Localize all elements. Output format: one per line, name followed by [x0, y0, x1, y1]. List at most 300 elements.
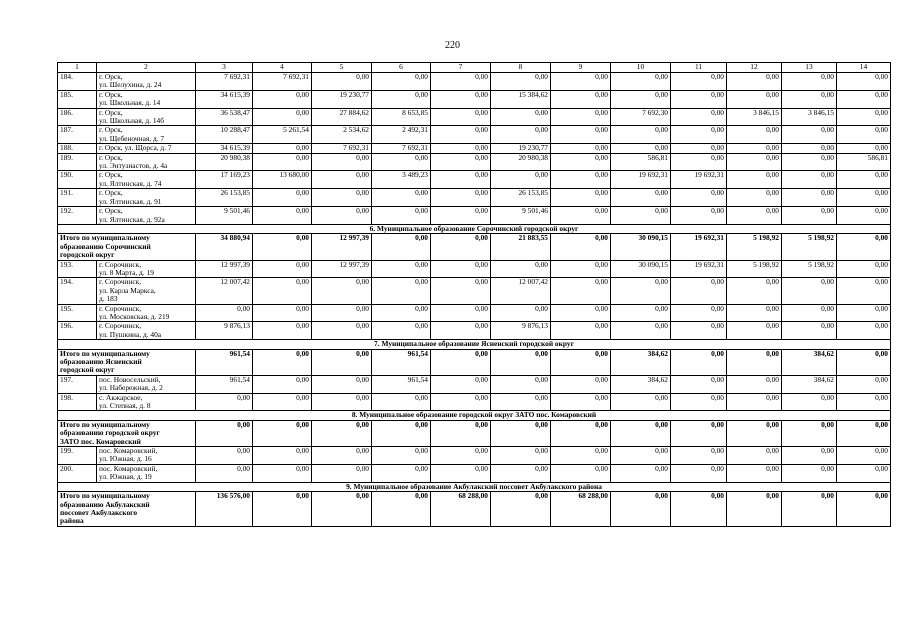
- value-cell: 0,00: [671, 144, 727, 153]
- row-number: 185.: [58, 90, 97, 108]
- value-cell: 0,00: [372, 393, 431, 411]
- value-cell: 0,00: [491, 349, 551, 375]
- value-cell: 0,00: [431, 108, 491, 126]
- value-cell: 0,00: [727, 492, 782, 527]
- value-cell: 0,00: [253, 464, 312, 482]
- value-cell: 0,00: [431, 393, 491, 411]
- value-cell: 0,00: [431, 234, 491, 260]
- value-cell: 7 692,31: [372, 144, 431, 153]
- label-line: образованию городской округ: [60, 428, 160, 438]
- row-number: 184.: [58, 73, 97, 91]
- label-line: района: [60, 516, 84, 526]
- value-cell: 26 153,85: [196, 189, 253, 207]
- address-line: г. Сорочинск,: [99, 277, 142, 287]
- value-cell: 0,00: [837, 278, 891, 304]
- value-cell: 0,00: [312, 207, 372, 225]
- value-cell: 0,00: [727, 144, 782, 153]
- value-cell: 0,00: [491, 126, 551, 144]
- value-cell: 0,00: [372, 464, 431, 482]
- column-header: 13: [782, 63, 837, 73]
- table-row: [58, 393, 891, 411]
- address-line: г. Орск,: [99, 90, 123, 99]
- value-cell: 7 692,31: [312, 144, 372, 153]
- total-row: [58, 234, 891, 260]
- value-cell: 0,00: [782, 393, 837, 411]
- table-row: [58, 144, 891, 153]
- value-cell: 0,00: [782, 90, 837, 108]
- value-cell: 9 876,13: [491, 322, 551, 340]
- address-line: г. Орск,: [99, 125, 123, 135]
- value-cell: 0,00: [671, 207, 727, 225]
- value-cell: 0,00: [372, 492, 431, 527]
- row-number: 195.: [58, 304, 97, 322]
- value-cell: 0,00: [782, 447, 837, 465]
- value-cell: 0,00: [671, 393, 727, 411]
- value-cell: 0,00: [253, 375, 312, 393]
- value-cell: 0,00: [253, 144, 312, 153]
- value-cell: 27 884,62: [312, 108, 372, 126]
- value-cell: 0,00: [491, 464, 551, 482]
- value-cell: 0,00: [372, 278, 431, 304]
- value-cell: 0,00: [671, 278, 727, 304]
- value-cell: 0,00: [491, 304, 551, 322]
- address-line: г. Орск,: [99, 108, 123, 117]
- value-cell: 0,00: [491, 260, 551, 278]
- address-cell: [97, 126, 196, 144]
- value-cell: 0,00: [837, 420, 891, 446]
- budget-table: [57, 62, 891, 527]
- value-cell: 0,00: [837, 108, 891, 126]
- label-line: ЗАТО пос. Комаровский: [60, 436, 141, 446]
- column-header: 8: [491, 63, 551, 73]
- table-row: [58, 108, 891, 126]
- label-line: образованию Ясненский: [60, 357, 142, 366]
- label-line: Итого по муниципальному: [60, 491, 150, 501]
- value-cell: 0,00: [431, 126, 491, 144]
- value-cell: 0,00: [611, 189, 671, 207]
- table-row: [58, 447, 891, 465]
- value-cell: 384,62: [611, 375, 671, 393]
- value-cell: 0,00: [671, 189, 727, 207]
- column-header: 9: [551, 63, 611, 73]
- value-cell: 5 198,92: [782, 234, 837, 260]
- address-line: г. Орск,: [99, 153, 123, 162]
- value-cell: 7 692,31: [196, 73, 253, 91]
- value-cell: 5 198,92: [727, 234, 782, 260]
- label-line: Итого по муниципальному: [60, 420, 150, 429]
- value-cell: 0,00: [312, 278, 372, 304]
- value-cell: 0,00: [312, 393, 372, 411]
- value-cell: 15 384,62: [491, 90, 551, 108]
- value-cell: 0,00: [431, 304, 491, 322]
- value-cell: 0,00: [491, 108, 551, 126]
- value-cell: 0,00: [372, 73, 431, 91]
- value-cell: 0,00: [551, 393, 611, 411]
- value-cell: 0,00: [782, 322, 837, 340]
- value-cell: 0,00: [196, 304, 253, 322]
- value-cell: 0,00: [837, 349, 891, 375]
- value-cell: 0,00: [671, 492, 727, 527]
- value-cell: 7 692,31: [253, 73, 312, 91]
- page-number: 220: [445, 40, 460, 51]
- value-cell: 0,00: [671, 90, 727, 108]
- value-cell: 0,00: [551, 171, 611, 189]
- section-row: [58, 340, 891, 349]
- value-cell: 0,00: [671, 322, 727, 340]
- value-cell: 5 261,54: [253, 126, 312, 144]
- value-cell: 30 090,15: [611, 234, 671, 260]
- value-cell: 19 230,77: [312, 90, 372, 108]
- value-cell: 0,00: [611, 464, 671, 482]
- address-line: г. Орск,: [99, 206, 123, 216]
- value-cell: 12 997,39: [312, 260, 372, 278]
- value-cell: 9 501,46: [491, 207, 551, 225]
- table-row: [58, 73, 891, 91]
- value-cell: 0,00: [253, 207, 312, 225]
- value-cell: 0,00: [431, 464, 491, 482]
- value-cell: 0,00: [782, 207, 837, 225]
- value-cell: 12 997,39: [312, 234, 372, 260]
- value-cell: 30 090,15: [611, 260, 671, 278]
- address-line: ул. Школьная, д. 14: [99, 98, 161, 108]
- label-line: поссовет Акбулакского: [60, 507, 138, 517]
- value-cell: 0,00: [782, 278, 837, 304]
- value-cell: 0,00: [551, 464, 611, 482]
- value-cell: 19 692,31: [671, 260, 727, 278]
- value-cell: 7 692,30: [611, 108, 671, 126]
- row-number: 193.: [58, 260, 97, 278]
- value-cell: 0,00: [431, 260, 491, 278]
- value-cell: 0,00: [312, 153, 372, 171]
- table-row: [58, 375, 891, 393]
- value-cell: 0,00: [372, 304, 431, 322]
- value-cell: 586,81: [837, 153, 891, 171]
- value-cell: 0,00: [491, 73, 551, 91]
- row-number: 198.: [58, 393, 97, 411]
- value-cell: 12 007,42: [196, 278, 253, 304]
- value-cell: 0,00: [312, 447, 372, 465]
- address-line: г. Орск, ул. Щорса, д. 7: [99, 143, 172, 153]
- value-cell: 8 653,85: [372, 108, 431, 126]
- address-line: г. Сорочинск,: [99, 321, 142, 331]
- value-cell: 0,00: [611, 492, 671, 527]
- column-header: 10: [611, 63, 671, 73]
- row-number: 189.: [58, 153, 97, 171]
- value-cell: 0,00: [727, 304, 782, 322]
- column-header: 3: [196, 63, 253, 73]
- value-cell: 384,62: [782, 349, 837, 375]
- value-cell: 0,00: [727, 464, 782, 482]
- row-number: 186.: [58, 108, 97, 126]
- table-row: [58, 189, 891, 207]
- row-number: 196.: [58, 322, 97, 340]
- address-line: пос. Новосельский,: [99, 375, 161, 384]
- value-cell: 0,00: [837, 464, 891, 482]
- value-cell: 0,00: [611, 304, 671, 322]
- value-cell: 3 846,15: [727, 108, 782, 126]
- row-number: 197.: [58, 375, 97, 393]
- value-cell: 5 198,92: [727, 260, 782, 278]
- value-cell: 0,00: [727, 207, 782, 225]
- value-cell: 0,00: [727, 278, 782, 304]
- value-cell: 0,00: [837, 447, 891, 465]
- table-row: [58, 171, 891, 189]
- row-number: 188.: [58, 144, 97, 153]
- value-cell: 0,00: [727, 375, 782, 393]
- value-cell: 0,00: [491, 492, 551, 527]
- address-cell: [97, 260, 196, 278]
- address-line: г. Сорочинск,: [99, 304, 142, 313]
- value-cell: 0,00: [551, 189, 611, 207]
- value-cell: 0,00: [253, 393, 312, 411]
- value-cell: 961,54: [196, 375, 253, 393]
- value-cell: 0,00: [782, 420, 837, 446]
- value-cell: 0,00: [312, 304, 372, 322]
- value-cell: 0,00: [253, 189, 312, 207]
- section-row: [58, 411, 891, 420]
- value-cell: 0,00: [253, 322, 312, 340]
- value-cell: 0,00: [312, 420, 372, 446]
- value-cell: 0,00: [611, 420, 671, 446]
- section-row: [58, 224, 891, 233]
- label-line: Итого по муниципальному: [60, 233, 150, 243]
- value-cell: 0,00: [611, 126, 671, 144]
- value-cell: 2 492,31: [372, 126, 431, 144]
- value-cell: 0,00: [491, 171, 551, 189]
- value-cell: 0,00: [551, 73, 611, 91]
- value-cell: 0,00: [671, 464, 727, 482]
- value-cell: 0,00: [253, 304, 312, 322]
- value-cell: 0,00: [611, 322, 671, 340]
- column-header: 7: [431, 63, 491, 73]
- address-cell: [97, 322, 196, 340]
- value-cell: 0,00: [782, 171, 837, 189]
- value-cell: 0,00: [727, 171, 782, 189]
- value-cell: 586,81: [611, 153, 671, 171]
- value-cell: 0,00: [253, 234, 312, 260]
- value-cell: 961,54: [372, 375, 431, 393]
- address-line: ул. Московская, д. 219: [99, 311, 170, 321]
- value-cell: 0,00: [312, 492, 372, 527]
- total-label: [58, 234, 196, 260]
- value-cell: 0,00: [312, 189, 372, 207]
- address-line: д. 183: [99, 294, 118, 304]
- value-cell: 0,00: [196, 420, 253, 446]
- value-cell: 13 680,00: [253, 171, 312, 189]
- table-row: [58, 464, 891, 482]
- value-cell: 0,00: [551, 234, 611, 260]
- value-cell: 34 615,39: [196, 90, 253, 108]
- value-cell: 20 980,38: [491, 153, 551, 171]
- column-header: 5: [312, 63, 372, 73]
- value-cell: 0,00: [431, 207, 491, 225]
- value-cell: 0,00: [431, 322, 491, 340]
- total-label: [58, 492, 196, 527]
- value-cell: 0,00: [253, 420, 312, 446]
- value-cell: 0,00: [551, 375, 611, 393]
- address-cell: [97, 464, 196, 482]
- table-row: [58, 278, 891, 304]
- address-cell: [97, 393, 196, 411]
- value-cell: 9 501,46: [196, 207, 253, 225]
- column-header: 14: [837, 63, 891, 73]
- address-cell: [97, 171, 196, 189]
- section-title: 8. Муниципальное образование городской округ ЗАТО пос. Комаровский: [58, 411, 891, 420]
- value-cell: 961,54: [372, 349, 431, 375]
- value-cell: 2 534,62: [312, 126, 372, 144]
- value-cell: 0,00: [782, 73, 837, 91]
- value-cell: 3 846,15: [782, 108, 837, 126]
- value-cell: 0,00: [312, 171, 372, 189]
- value-cell: 0,00: [253, 447, 312, 465]
- value-cell: 0,00: [671, 126, 727, 144]
- value-cell: 0,00: [491, 393, 551, 411]
- value-cell: 0,00: [551, 322, 611, 340]
- value-cell: 0,00: [837, 144, 891, 153]
- value-cell: 0,00: [491, 375, 551, 393]
- value-cell: 0,00: [727, 90, 782, 108]
- header-row: [58, 63, 891, 73]
- address-cell: [97, 73, 196, 91]
- address-cell: [97, 447, 196, 465]
- address-line: пос. Комаровский,: [99, 446, 158, 456]
- value-cell: 0,00: [431, 73, 491, 91]
- value-cell: 0,00: [837, 304, 891, 322]
- value-cell: 0,00: [611, 278, 671, 304]
- value-cell: 0,00: [196, 447, 253, 465]
- address-line: ул. Набережная, д. 2: [99, 383, 163, 393]
- total-label: [58, 420, 196, 446]
- address-line: пос. Комаровский,: [99, 464, 158, 473]
- value-cell: 0,00: [491, 447, 551, 465]
- value-cell: 34 880,94: [196, 234, 253, 260]
- value-cell: 0,00: [253, 349, 312, 375]
- value-cell: 0,00: [551, 349, 611, 375]
- value-cell: 0,00: [727, 73, 782, 91]
- value-cell: 26 153,85: [491, 189, 551, 207]
- value-cell: 0,00: [196, 393, 253, 411]
- value-cell: 0,00: [551, 420, 611, 446]
- section-title: 9. Муниципальное образование Акбулакский поссовет Акбулакского района: [58, 482, 891, 491]
- value-cell: 384,62: [611, 349, 671, 375]
- value-cell: 0,00: [372, 322, 431, 340]
- table-row: [58, 260, 891, 278]
- value-cell: 0,00: [837, 126, 891, 144]
- value-cell: 0,00: [671, 153, 727, 171]
- value-cell: 0,00: [671, 349, 727, 375]
- label-line: городской округ: [60, 250, 115, 260]
- value-cell: 0,00: [782, 126, 837, 144]
- row-number: 200.: [58, 464, 97, 482]
- value-cell: 19 692,31: [671, 234, 727, 260]
- address-line: г. Орск,: [99, 170, 123, 180]
- value-cell: 0,00: [611, 144, 671, 153]
- value-cell: 0,00: [312, 322, 372, 340]
- total-row: [58, 492, 891, 527]
- value-cell: 0,00: [727, 447, 782, 465]
- value-cell: 0,00: [837, 234, 891, 260]
- row-number: 192.: [58, 207, 97, 225]
- value-cell: 0,00: [551, 144, 611, 153]
- table-row: [58, 322, 891, 340]
- address-cell: [97, 304, 196, 322]
- value-cell: 0,00: [372, 90, 431, 108]
- address-line: ул. Степная, д. 8: [99, 401, 151, 411]
- value-cell: 0,00: [253, 108, 312, 126]
- value-cell: 0,00: [782, 492, 837, 527]
- value-cell: 12 007,42: [491, 278, 551, 304]
- address-cell: [97, 278, 196, 304]
- value-cell: 0,00: [727, 153, 782, 171]
- value-cell: 0,00: [837, 171, 891, 189]
- column-header: 4: [253, 63, 312, 73]
- value-cell: 0,00: [253, 90, 312, 108]
- value-cell: 0,00: [671, 447, 727, 465]
- column-header: 12: [727, 63, 782, 73]
- value-cell: 0,00: [727, 322, 782, 340]
- value-cell: 0,00: [431, 447, 491, 465]
- value-cell: 0,00: [837, 492, 891, 527]
- value-cell: 0,00: [727, 420, 782, 446]
- column-header: 2: [97, 63, 196, 73]
- value-cell: 0,00: [431, 420, 491, 446]
- address-line: г. Орск,: [99, 188, 123, 198]
- address-line: ул. Ялтинская, д. 92а: [99, 214, 165, 224]
- address-line: ул. Карла Маркса,: [99, 285, 156, 295]
- value-cell: 0,00: [312, 349, 372, 375]
- value-cell: 0,00: [611, 447, 671, 465]
- table-row: [58, 90, 891, 108]
- value-cell: 0,00: [837, 207, 891, 225]
- address-cell: [97, 90, 196, 108]
- value-cell: 0,00: [727, 349, 782, 375]
- address-line: ул. Щебеночная, д. 7: [99, 133, 165, 143]
- value-cell: 0,00: [253, 492, 312, 527]
- table-row: [58, 304, 891, 322]
- address-line: ул. Энтузиастов, д. 4а: [99, 161, 168, 171]
- value-cell: 0,00: [782, 189, 837, 207]
- column-header: 11: [671, 63, 727, 73]
- value-cell: 10 288,47: [196, 126, 253, 144]
- value-cell: 961,54: [196, 349, 253, 375]
- row-number: 199.: [58, 447, 97, 465]
- value-cell: 136 576,00: [196, 492, 253, 527]
- value-cell: 0,00: [431, 375, 491, 393]
- address-line: ул. Ялтинская, д. 91: [99, 196, 162, 206]
- value-cell: 0,00: [253, 153, 312, 171]
- total-row: [58, 349, 891, 375]
- value-cell: 0,00: [253, 278, 312, 304]
- value-cell: 0,00: [611, 393, 671, 411]
- value-cell: 0,00: [431, 189, 491, 207]
- value-cell: 0,00: [837, 260, 891, 278]
- value-cell: 0,00: [837, 393, 891, 411]
- value-cell: 0,00: [372, 207, 431, 225]
- address-line: с. Акжарское,: [99, 393, 143, 402]
- value-cell: 0,00: [837, 375, 891, 393]
- value-cell: 0,00: [372, 153, 431, 171]
- value-cell: 20 980,38: [196, 153, 253, 171]
- value-cell: 0,00: [431, 153, 491, 171]
- value-cell: 0,00: [551, 260, 611, 278]
- value-cell: 0,00: [837, 90, 891, 108]
- value-cell: 34 615,39: [196, 144, 253, 153]
- address-line: ул. Пушкина, д. 40а: [99, 329, 162, 339]
- value-cell: 0,00: [372, 189, 431, 207]
- address-cell: [97, 207, 196, 225]
- address-cell: [97, 375, 196, 393]
- value-cell: 12 997,39: [196, 260, 253, 278]
